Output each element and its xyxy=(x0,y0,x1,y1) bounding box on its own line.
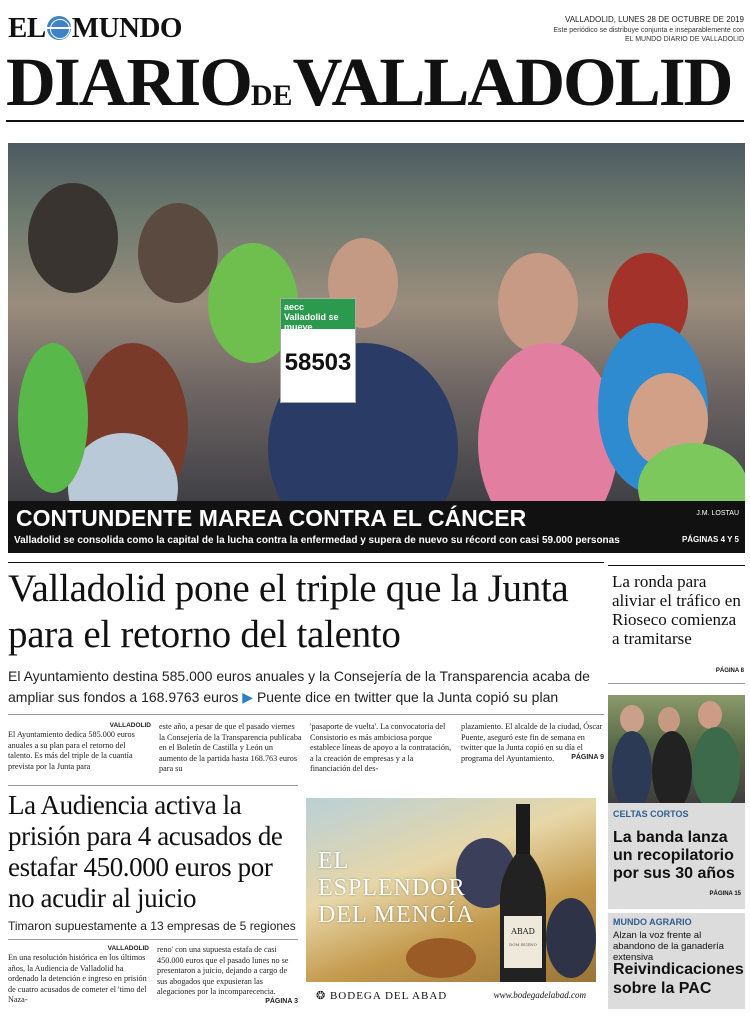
race-bib xyxy=(280,298,356,403)
lead-column-3-text: 'pasaporte de vuelta'. La convocatoria del Consistorio es más ambiciosa porque establece líneas de apoyo a la contratación, a la creación de empresas y a la financiación del des- xyxy=(310,722,452,773)
ad-slogan-line-3: DEL MENCÍA xyxy=(318,902,475,928)
bottle-label-sub: DOM BUENO xyxy=(509,942,537,947)
story2-dateline: VALLADOLID xyxy=(107,945,149,952)
section-rule xyxy=(608,683,745,684)
band-member-face xyxy=(620,705,644,733)
lead-column-4-text: plazamiento. El alcalde de la ciudad, Óscar Puente, aseguró este fin de semana en twitter que la Junta copió en su día el programa del Ayuntamiento. xyxy=(461,722,603,763)
ad-slogan-line-2: ESPLENDOR xyxy=(318,875,466,901)
section-rule xyxy=(608,565,745,566)
story2-headline[interactable]: La Audiencia activa la prisión para 4 acusados de estafar 450.000 euros por no acudir al juicio xyxy=(8,790,283,913)
band-member-face xyxy=(658,707,680,733)
bib-number: 58503 xyxy=(284,349,352,376)
lead-sub-part-a: El Ayuntamiento destina 585.000 euros anuales y la Consejería de la Transparencia acaba de ampliar sus fondos a 168.9763 euros xyxy=(8,668,590,705)
title-diario: DIARIO xyxy=(6,44,251,120)
band-member-body xyxy=(652,731,692,803)
photo-figure xyxy=(138,203,218,303)
sidebar-story2-page[interactable]: PÁGINA 15 xyxy=(709,891,741,897)
ad-url[interactable]: www.bodegadelabad.com xyxy=(493,990,586,1000)
sidebar-story3-headline: Reivindicaciones sobre la PAC xyxy=(613,961,744,997)
lead-column-1 xyxy=(8,722,151,775)
lead-column-4 xyxy=(461,722,604,775)
mundo-agrario-box[interactable] xyxy=(608,913,745,1009)
band-photo[interactable] xyxy=(608,695,745,803)
story2-column-2-text: reno' con una supuesta estafa de casi 450.000 euros que el pasado lunes no se presentaron a juicio, dejando a cargo de sus abogados que expusieran las alegaciones por la incomparecencia. xyxy=(157,945,289,996)
photo-figure xyxy=(28,183,118,293)
wine-bottle-icon xyxy=(498,804,548,988)
sidebar-story2-kicker: CELTAS CORTOS xyxy=(613,809,689,819)
photo-figure xyxy=(498,253,578,353)
story2-body xyxy=(8,945,298,1006)
bib-brand: aecc xyxy=(284,302,305,312)
celtas-cortos-box[interactable] xyxy=(608,803,745,909)
story2-column-1-text: En una resolución histórica en los últimos años, la Audiencia de Valladolid ha ordenado la detención e ingreso en prisión de cuatro acusados de cometer el 'timo del Naza- xyxy=(8,953,147,1004)
band-member-body xyxy=(612,731,652,803)
story2-column-2 xyxy=(157,945,298,1006)
title-de: DE xyxy=(250,79,293,112)
masthead xyxy=(0,0,750,140)
story2-page-ref[interactable]: PÁGINA 3 xyxy=(265,997,298,1005)
cover-photo[interactable] xyxy=(8,143,745,501)
edition-date: VALLADOLID, LUNES 28 DE OCTUBRE DE 2019 xyxy=(564,15,744,24)
banner-headline: CONTUNDENTE MAREA CONTRA EL CÁNCER xyxy=(16,505,527,531)
sidebar-story3-text: Alzan la voz frente al abandono de la ganadería extensiva xyxy=(613,930,724,963)
tagline-line-1: Este periódico se distribuye conjunta e inseparablemente con xyxy=(553,27,744,34)
bib-brand-sub: Valladolid se mueve xyxy=(284,312,339,332)
lead-body xyxy=(8,722,604,775)
brand-el: EL xyxy=(8,12,46,44)
banner-page-ref: PÁGINAS 4 Y 5 xyxy=(681,535,739,544)
ad-footer xyxy=(306,982,596,1009)
lead-headline[interactable]: Valladolid pone el triple que la Junta para el retorno del talento xyxy=(8,567,569,656)
lead-page-ref[interactable]: PÁGINA 9 xyxy=(571,753,604,761)
sidebar-story1-page[interactable]: PÁGINA 8 xyxy=(715,668,744,674)
tagline-line-2: EL MUNDO DIARIO DE VALLADOLID xyxy=(624,36,744,43)
grape-cluster xyxy=(546,898,596,978)
story2-subheadline: Timaron supuestamente a 13 empresas de 5 regiones xyxy=(8,919,296,933)
globe-icon xyxy=(47,16,71,40)
photo-figure xyxy=(18,343,88,493)
ad-slogan-line-1: EL xyxy=(318,848,350,874)
brand-mundo: MUNDO xyxy=(71,12,182,44)
section-rule xyxy=(8,562,604,563)
photo-credit: J.M. LOSTAU xyxy=(696,510,739,517)
sidebar-story2-headline: La banda lanza un recopilatorio por sus 30 años xyxy=(613,829,735,882)
sidebar-story3-kicker: MUNDO AGRARIO xyxy=(613,917,692,927)
bib-header xyxy=(281,299,355,332)
bottle-label: ABAD xyxy=(511,927,535,936)
lead-column-2 xyxy=(159,722,302,775)
band-member-body xyxy=(692,727,740,803)
lead-column-1-text: El Ayuntamiento dedica 585.000 euros anuales a su plan para el retorno del talento. Es más del triple de la cuantía prevista por la Junta para xyxy=(8,730,135,771)
section-rule xyxy=(8,939,298,940)
bodega-emblem-icon: ❂ xyxy=(316,990,327,1002)
lead-sub-part-b: Puente dice en twitter que la Junta copió su plan xyxy=(256,689,559,705)
band-member-face xyxy=(698,701,722,729)
arrow-icon: ▶ xyxy=(242,689,254,705)
banner-subtitle: Valladolid se consolida como la capital de la lucha contra la enfermedad y supera de nuevo su récord con casi 59.000 personas xyxy=(14,535,620,546)
ad-slogan xyxy=(318,848,474,929)
story2-column-1 xyxy=(8,945,149,1006)
lead-dateline: VALLADOLID xyxy=(109,722,151,729)
lead-subheadline xyxy=(8,666,604,708)
wine-advertisement[interactable] xyxy=(306,798,596,1009)
photo-figure xyxy=(478,343,618,501)
sidebar-story1-headline[interactable]: La ronda para aliviar el tráfico en Rioseco comienza a tramitarse xyxy=(612,572,741,648)
photo-caption-banner[interactable] xyxy=(8,501,745,553)
autumn-leaf xyxy=(406,938,476,978)
masthead-rule xyxy=(6,120,744,122)
bodega-name: BODEGA DEL ABAD xyxy=(329,990,448,1002)
lead-column-2-text: este año, a pesar de que el pasado viernes la Consejería de la Transparencia publicaba en el Boletín de Castilla y León un aumento de la partida hasta 168.763 euros para su xyxy=(159,722,302,773)
title-valladolid: VALLADOLID xyxy=(292,44,732,120)
el-mundo-logo[interactable] xyxy=(8,12,182,45)
distribution-note xyxy=(544,26,744,44)
lead-column-3 xyxy=(310,722,453,775)
section-rule xyxy=(8,785,298,786)
section-rule xyxy=(8,714,604,715)
bodega-logo xyxy=(316,989,447,1002)
